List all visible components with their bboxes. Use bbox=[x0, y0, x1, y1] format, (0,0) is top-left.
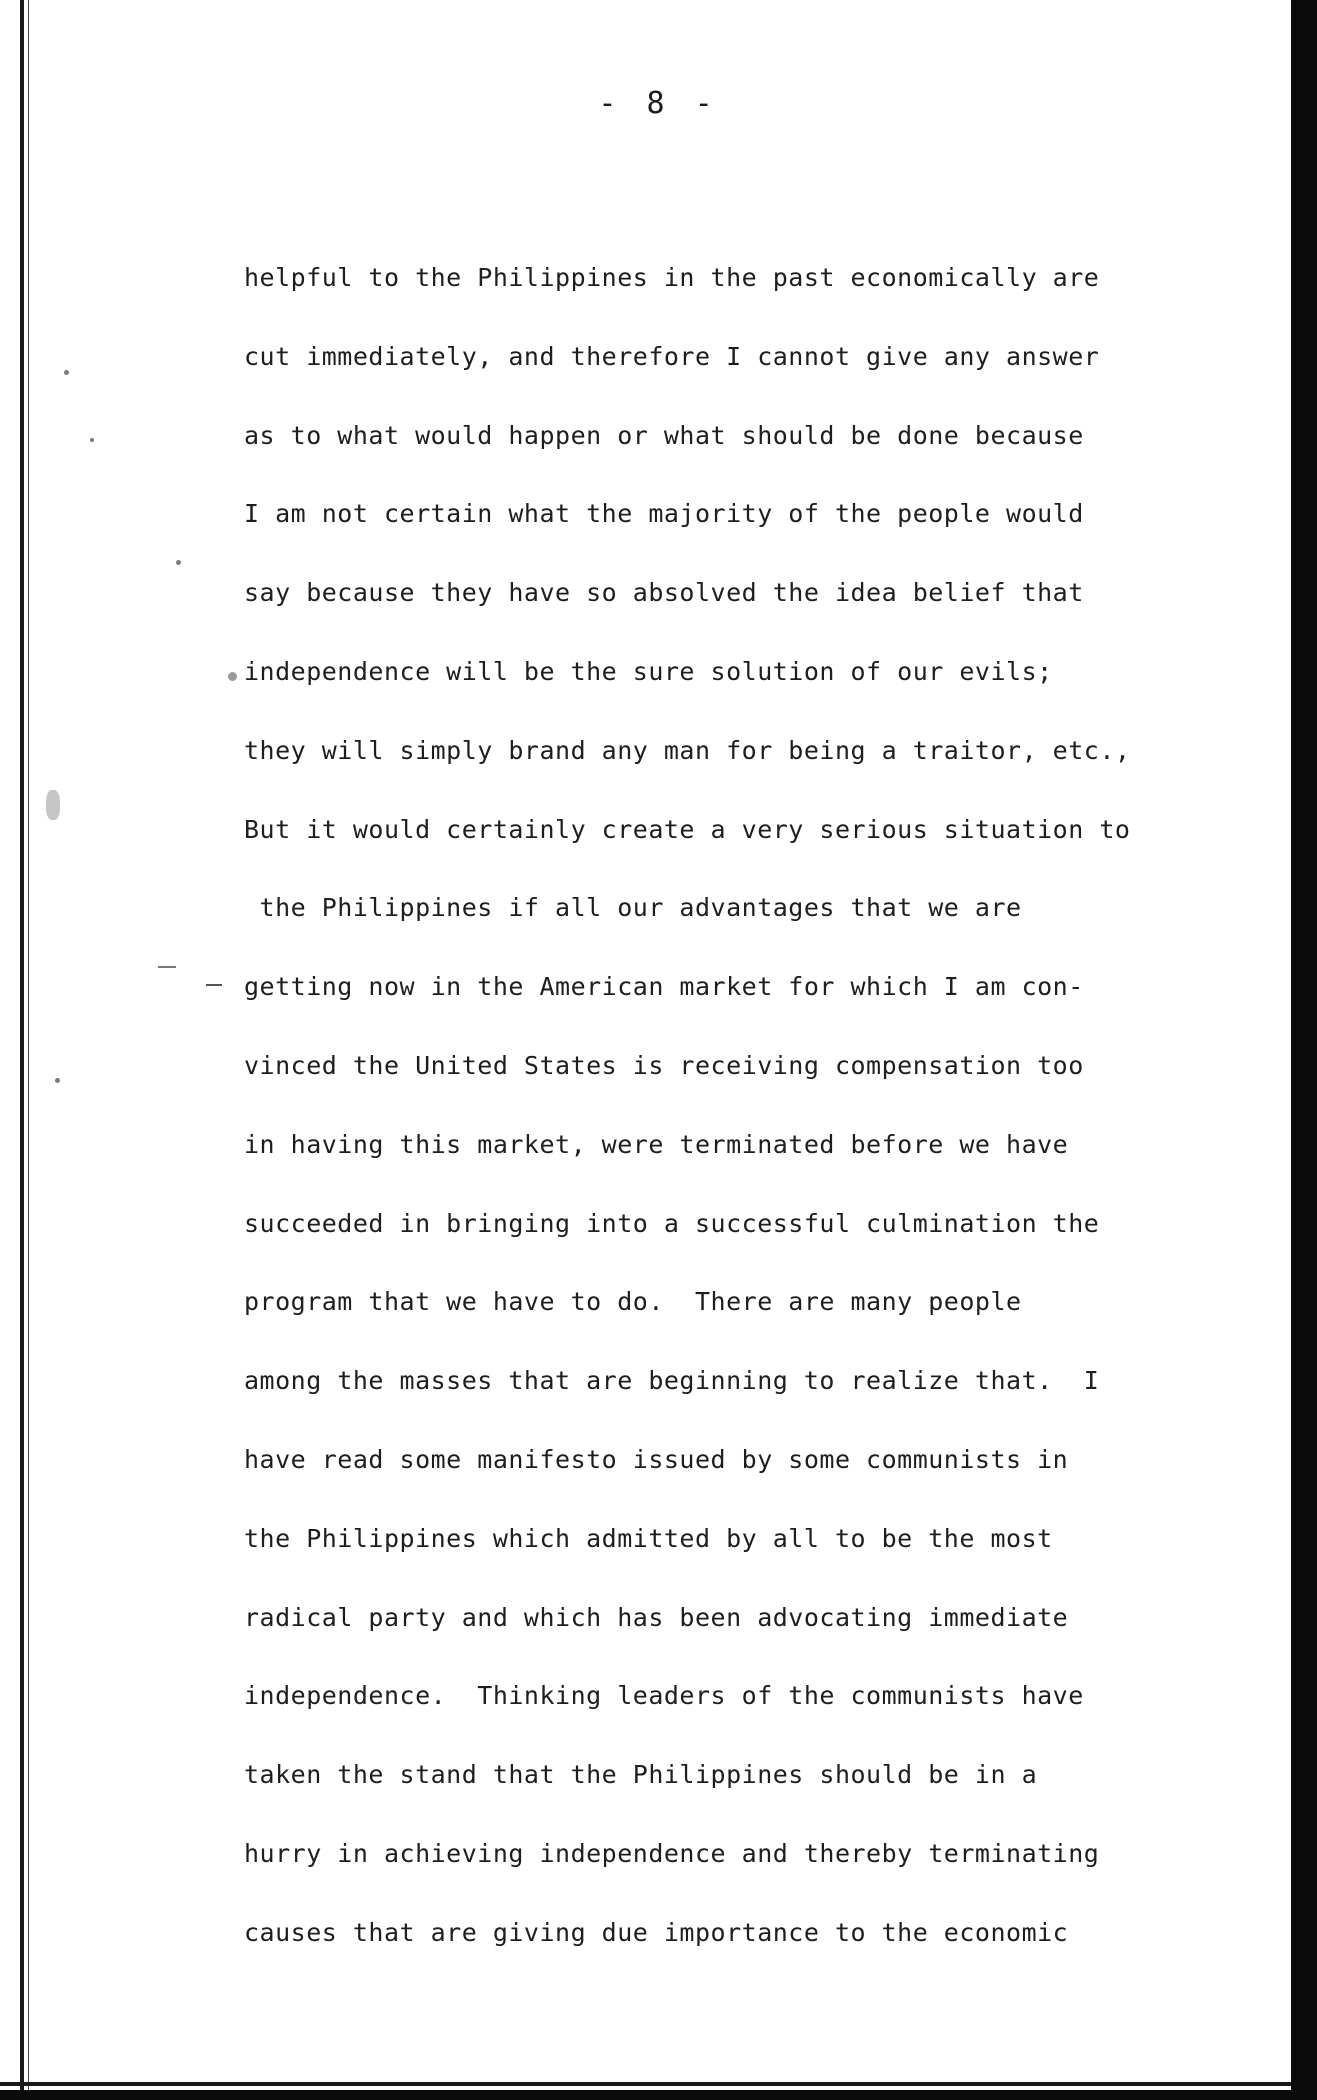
text-line: among the masses that are beginning to realize that. I bbox=[244, 1366, 1100, 1396]
text-line: they will simply brand any man for being a traitor, etc., bbox=[244, 735, 1131, 765]
text-line: succeeded in bringing into a successful culmination the bbox=[244, 1208, 1100, 1238]
text-line: hurry in achieving independence and thereby terminating bbox=[244, 1838, 1100, 1868]
typed-text-body bbox=[244, 252, 1244, 1986]
text-line: vinced the United States is receiving compensation too bbox=[244, 1050, 1084, 1080]
scan-speck bbox=[90, 438, 94, 442]
text-line: the Philippines which admitted by all to be the most bbox=[244, 1523, 1053, 1553]
page-left-edge bbox=[20, 0, 24, 2100]
scan-border-bottom bbox=[0, 2090, 1291, 2100]
text-line: helpful to the Philippines in the past economically are bbox=[244, 263, 1100, 292]
page-left-edge-line bbox=[28, 0, 29, 2100]
text-line: independence will be the sure solution of our evils; bbox=[244, 656, 1053, 686]
margin-dash-mark bbox=[206, 984, 222, 986]
scan-speck bbox=[176, 560, 181, 565]
text-line: I am not certain what the majority of the people would bbox=[244, 499, 1084, 529]
text-line: independence. Thinking leaders of the communists have bbox=[244, 1681, 1084, 1711]
text-line: taken the stand that the Philippines should be in a bbox=[244, 1760, 1038, 1790]
text-line: have read some manifesto issued by some communists in bbox=[244, 1444, 1069, 1474]
scan-border-right bbox=[1291, 0, 1317, 2100]
scan-speck bbox=[64, 370, 69, 375]
scan-speck bbox=[228, 672, 237, 681]
text-line: But it would certainly create a very serious situation to bbox=[244, 814, 1131, 844]
scan-speck bbox=[55, 1078, 60, 1083]
text-line: causes that are giving due importance to the economic bbox=[244, 1917, 1069, 1947]
text-line: getting now in the American market for which I am con- bbox=[244, 972, 1084, 1002]
text-line: radical party and which has been advocating immediate bbox=[244, 1602, 1069, 1632]
text-line: say because they have so absolved the idea belief that bbox=[244, 578, 1084, 608]
page-bottom-edge bbox=[0, 2082, 1291, 2086]
page-number: - 8 - bbox=[598, 86, 719, 121]
scan-speck bbox=[46, 790, 60, 820]
margin-dash-mark bbox=[158, 966, 176, 968]
text-line: as to what would happen or what should be done because bbox=[244, 420, 1084, 450]
text-line: program that we have to do. There are many people bbox=[244, 1287, 1022, 1317]
text-line: the Philippines if all our advantages that we are bbox=[244, 893, 1022, 923]
text-line: in having this market, were terminated before we have bbox=[244, 1129, 1069, 1159]
text-line: cut immediately, and therefore I cannot give any answer bbox=[244, 341, 1100, 371]
